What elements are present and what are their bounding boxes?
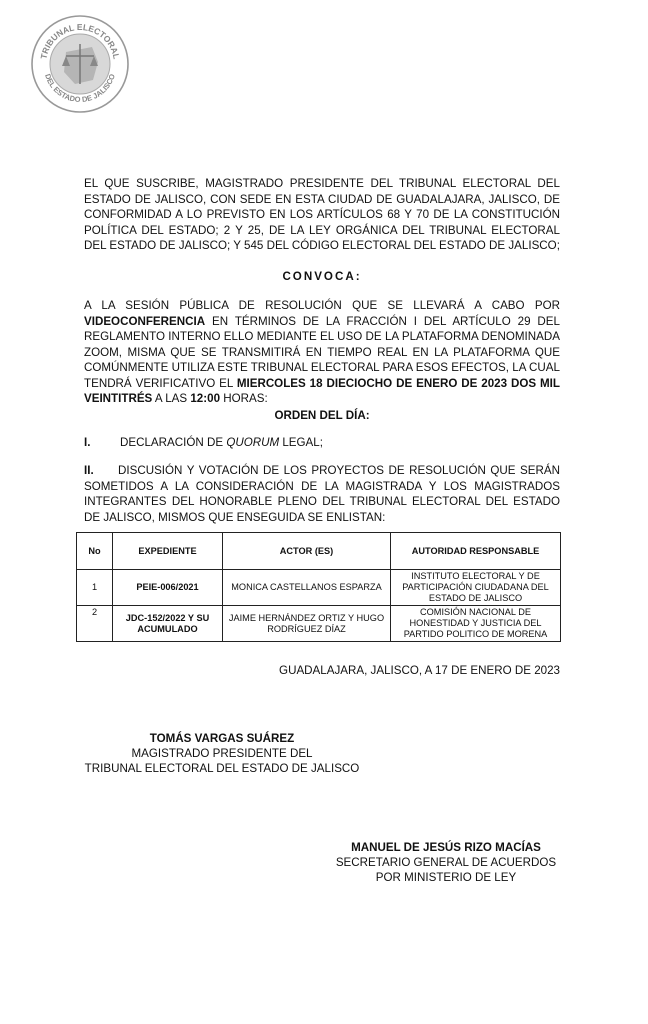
cell-no: 2 <box>77 606 113 642</box>
intro-paragraph: EL QUE SUSCRIBE, MAGISTRADO PRESIDENTE DEL TRIBUNAL ELECTORAL DEL ESTADO DE JALISCO, CON SEDE EN ESTA CIUDAD DE GUADALAJARA, JALISCO, DE CONFORMIDAD A LO PREVISTO EN LOS ARTÍCULOS 68 Y 70 DE LA CONSTITUCIÓN POLÍTICA DEL ESTADO; 2 Y 25, DE LA LEY ORGÁNICA DEL TRIBUNAL ELECTORAL DEL ESTADO DE JALISCO; Y 545 DEL CÓDIGO ELECTORAL DEL ESTADO DE JALISCO; <box>84 177 560 252</box>
table-row <box>77 570 561 606</box>
expedientes-table <box>76 532 561 642</box>
orden-heading: ORDEN DEL DÍA: <box>274 409 370 422</box>
signer-title: TRIBUNAL ELECTORAL DEL ESTADO DE JALISCO <box>84 762 360 775</box>
signature-block-president <box>80 731 364 776</box>
cell-expediente: PEIE-006/2021 <box>113 570 223 606</box>
cell-actor: JAIME HERNÁNDEZ ORTIZ Y HUGO RODRÍGUEZ DÍAZ <box>223 606 391 642</box>
table-header-row <box>77 533 561 570</box>
agenda-item-2: II. DISCUSIÓN Y VOTACIÓN DE LOS PROYECTOS DE RESOLUCIÓN QUE SERÁN SOMETIDOS A LA CONSIDERACIÓN DE LA MAGISTRADA Y LOS MAGISTRADOS INTEGRANTES DEL HONORABLE PLENO DEL TRIBUNAL ELECTORAL DEL ESTADO DE JALISCO, MISMOS QUE ENSEGUIDA SE ENLISTAN: <box>84 464 560 524</box>
col-header: EXPEDIENTE <box>113 533 223 570</box>
cell-expediente: JDC-152/2022 Y SU ACUMULADO <box>113 606 223 642</box>
tribunal-seal-icon <box>30 14 130 114</box>
table-row <box>77 606 561 642</box>
col-header: AUTORIDAD RESPONSABLE <box>391 533 561 570</box>
seal-top-text: TRIBUNAL ELECTORAL <box>38 21 122 60</box>
signer-title: SECRETARIO GENERAL DE ACUERDOS <box>335 856 557 869</box>
cell-no: 1 <box>77 570 113 606</box>
seal-bottom-text: DEL ESTADO DE JALISCO <box>43 72 117 105</box>
cell-autoridad: COMISIÓN NACIONAL DE HONESTIDAD Y JUSTICIA DEL PARTIDO POLITICO DE MORENA <box>391 606 561 642</box>
col-header: ACTOR (ES) <box>223 533 391 570</box>
col-header: No <box>77 533 113 570</box>
signer-name: TOMÁS VARGAS SUÁREZ <box>149 732 295 745</box>
cell-actor: MONICA CASTELLANOS ESPARZA <box>223 570 391 606</box>
signer-title: MAGISTRADO PRESIDENTE DEL <box>131 747 313 760</box>
signature-block-secretary <box>326 840 566 885</box>
signer-title: POR MINISTERIO DE LEY <box>375 871 517 884</box>
cell-autoridad: INSTITUTO ELECTORAL Y DE PARTICIPACIÓN CIUDADANA DEL ESTADO DE JALISCO <box>391 570 561 606</box>
signer-name: MANUEL DE JESÚS RIZO MACÍAS <box>351 841 541 854</box>
convoca-title: CONVOCA: <box>282 270 362 283</box>
date-line: GUADALAJARA, JALISCO, A 17 DE ENERO DE 2023 <box>279 664 560 677</box>
session-paragraph: A LA SESIÓN PÚBLICA DE RESOLUCIÓN QUE SE LLEVARÁ A CABO POR VIDEOCONFERENCIA EN TÉRMINOS DE LA FRACCIÓN I DEL ARTÍCULO 29 DEL REGLAMENTO INTERNO ELLO MEDIANTE EL USO DE LA PLATAFORMA DENOMINADA ZOOM, MISMA QUE SE TRANSMITIRÁ EN TIEMPO REAL EN LA PLATAFORMA QUE COMÚNMENTE UTILIZA ESTE TRIBUNAL ELECTORAL PARA ESOS EFECTOS, LA CUAL TENDRÁ VERIFICATIVO EL MIERCOLES 18 DIECIOCHO DE ENERO DE 2023 DOS MIL VEINTITRÉS A LAS 12:00 HORAS: <box>84 299 560 405</box>
agenda-item-1: I. DECLARACIÓN DE QUORUM LEGAL; <box>84 436 323 449</box>
